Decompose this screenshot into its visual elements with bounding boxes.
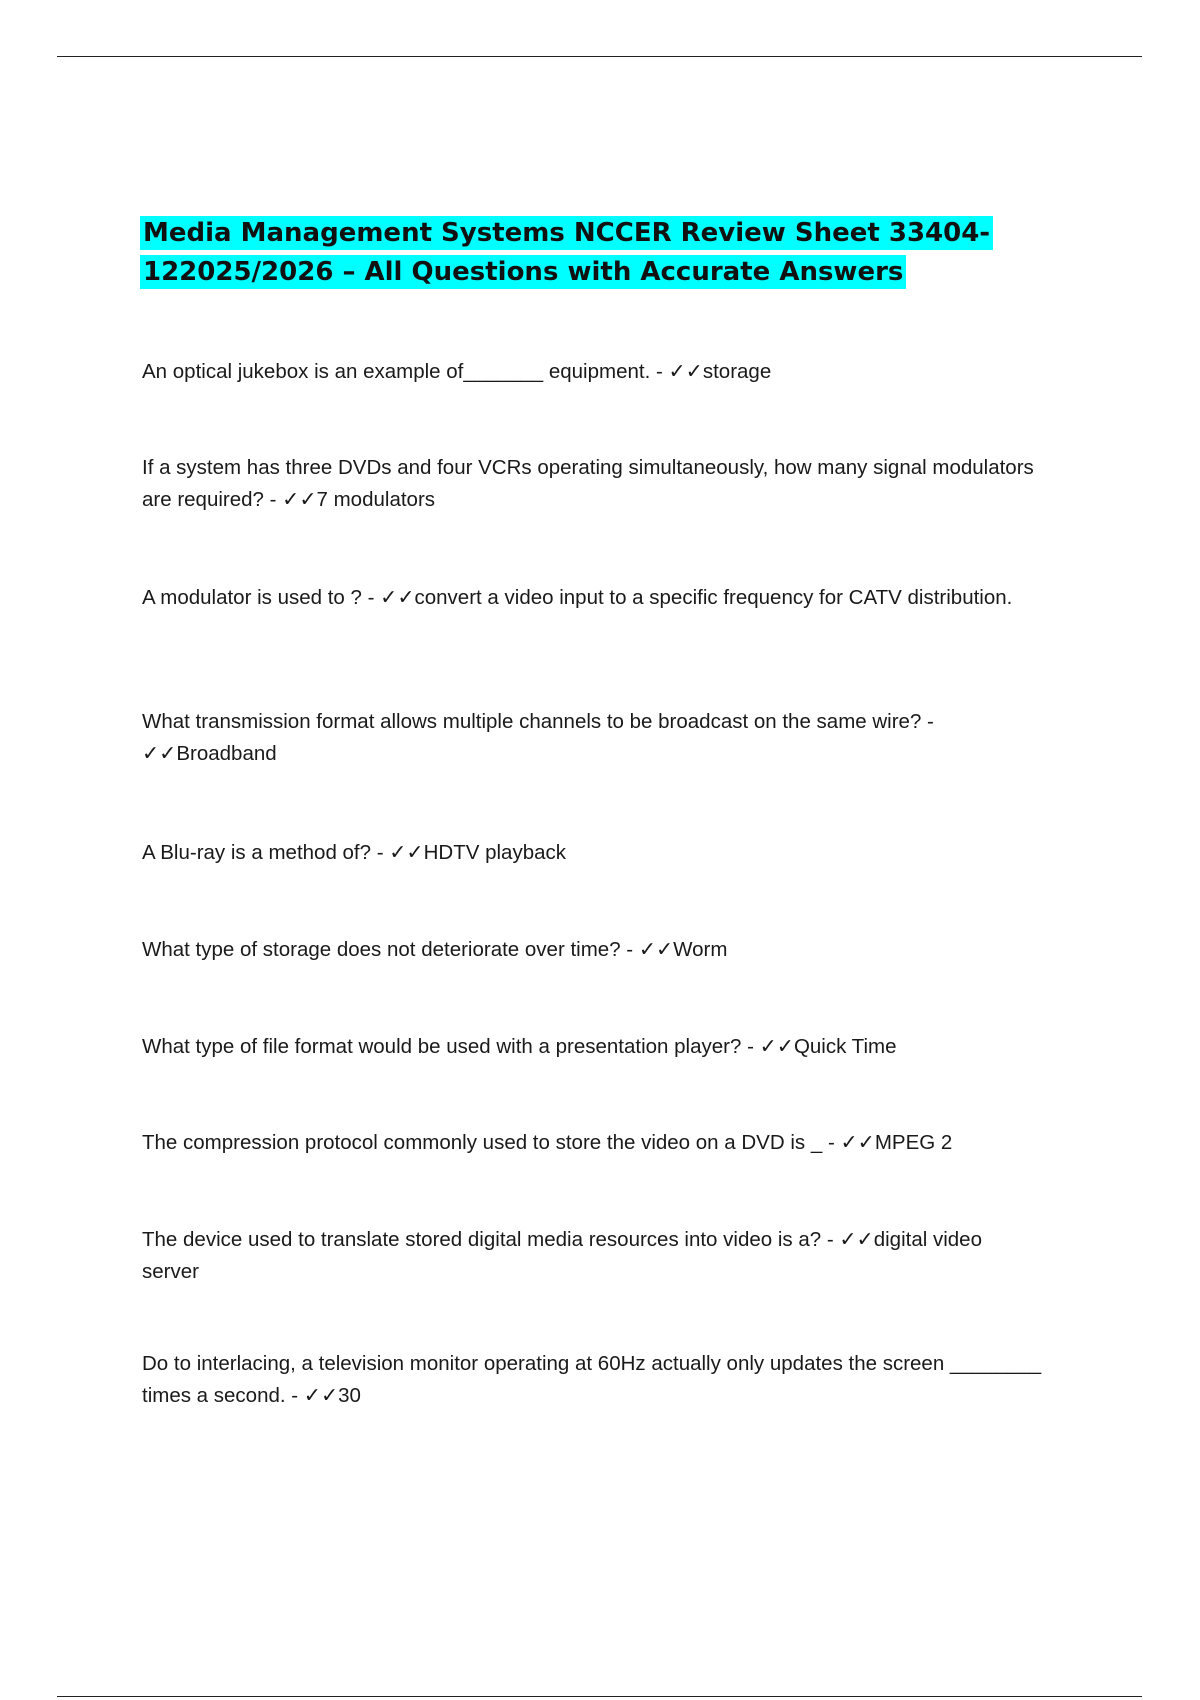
qa-item: What transmission format allows multiple channels to be broadcast on the same wire? - ✓✓Broadband <box>142 710 934 765</box>
qa-item: A Blu-ray is a method of? - ✓✓HDTV playback <box>142 841 567 864</box>
header-rule <box>57 56 1142 57</box>
qa-item: What type of file format would be used with a presentation player? - ✓✓Quick Time <box>142 1035 897 1058</box>
qa-item: Do to interlacing, a television monitor operating at 60Hz actually only updates the screen ________ times a second. - ✓✓30 <box>142 1352 1042 1407</box>
qa-item: An optical jukebox is an example of_______ equipment. - ✓✓storage <box>142 360 772 383</box>
qa-item: A modulator is used to ? - ✓✓convert a video input to a specific frequency for CATV distribution. <box>142 586 1013 609</box>
footer-rule <box>57 1696 1142 1697</box>
title-highlight: Media Management Systems NCCER Review Sheet 33404-122025/2026 – All Questions with Accurate Answers <box>140 216 993 289</box>
qa-item: If a system has three DVDs and four VCRs operating simultaneously, how many signal modulators are required? - ✓✓7 modulators <box>142 456 1034 511</box>
document-title <box>140 214 1040 292</box>
qa-item: The compression protocol commonly used to store the video on a DVD is _ - ✓✓MPEG 2 <box>142 1131 953 1154</box>
qa-item: What type of storage does not deteriorate over time? - ✓✓Worm <box>142 938 728 961</box>
qa-item: The device used to translate stored digital media resources into video is a? - ✓✓digital video server <box>142 1228 982 1283</box>
